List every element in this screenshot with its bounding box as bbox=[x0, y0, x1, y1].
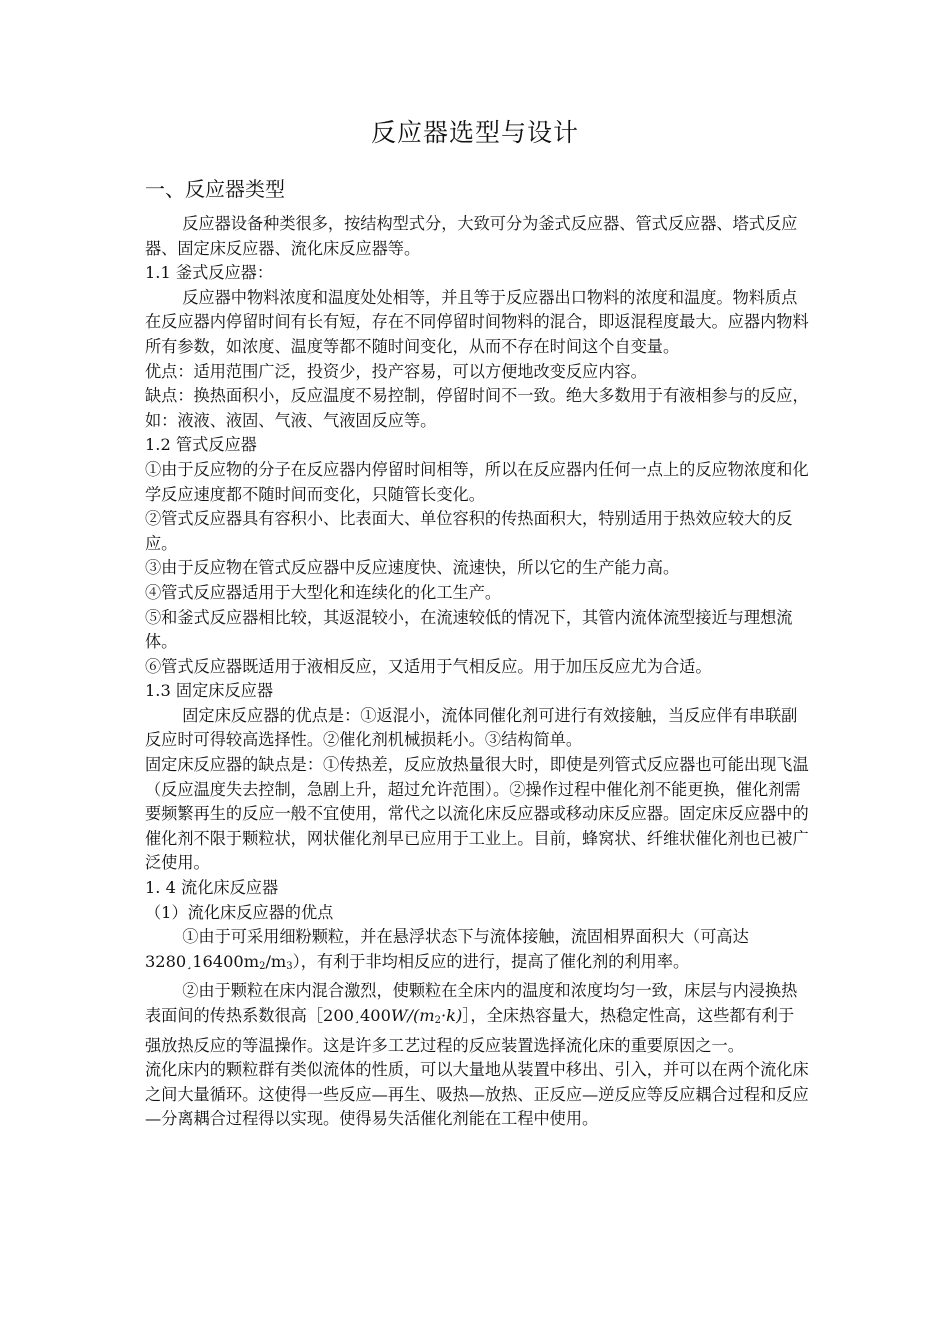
list-item: ②管式反应器具有容积小、比表面大、单位容积的传热面积大，特别适用于热效应较大的反应。 bbox=[145, 509, 793, 553]
paragraph: ②由于颗粒在床内混合激烈，使颗粒在全床内的温度和浓度均匀一致，床层与内浸换热表面间的传热系数很高$[200¸400W/(m_2\cdot k)]$，全床热容量大，热稳定性高，这些都有利于强放热反应的等温操作。这是许多工艺过程的反应装置选择流化床的重要原因之一。 bbox=[145, 981, 798, 1055]
document-body bbox=[145, 212, 810, 1132]
sub-heading: （1）流化床反应器的优点 bbox=[145, 902, 334, 922]
subsection-heading-1-3: 1.3 固定床反应器 bbox=[145, 681, 274, 701]
list-item: ⑥管式反应器既适用于液相反应，又适用于气相反应。用于加压反应尤为合适。 bbox=[145, 656, 712, 676]
paragraph: 优点：适用范围广泛，投资少，投产容易，可以方便地改变反应内容。 bbox=[145, 361, 647, 381]
paragraph: 固定床反应器的优点是：①返混小，流体同催化剂可进行有效接触，当反应伴有串联副反应时可得较高选择性。②催化剂机械损耗小。③结构简单。 bbox=[145, 705, 798, 750]
intro-paragraph: 反应器设备种类很多，按结构型式分，大致可分为釜式反应器、管式反应器、塔式反应器、固定床反应器、流化床反应器等。 bbox=[145, 214, 798, 258]
paragraph: 流化床内的颗粒群有类似流体的性质，可以大量地从装置中移出、引入，并可以在两个流化床之间大量循环。这使得一些反应—再生、吸热—放热、正反应—逆反应等反应耦合过程和反应—分离耦合过程得以实现。使得易失活催化剂能在工程中使用。 bbox=[145, 1060, 809, 1129]
subsection-heading-1-1: 1.1 釜式反应器： bbox=[145, 263, 274, 283]
list-item: ③由于反应物在管式反应器中反应速度快、流速快，所以它的生产能力高。 bbox=[145, 558, 680, 578]
subsection-heading-1-2: 1.2 管式反应器 bbox=[145, 435, 257, 455]
list-item: ①由于反应物的分子在反应器内停留时间相等，所以在反应器内任何一点上的反应物浓度和化学反应速度都不随时间而变化，只随管长变化。 bbox=[145, 459, 809, 504]
list-item: ⑤和釜式反应器相比较，其返混较小，在流速较低的情况下，其管内流体流型接近与理想流体。 bbox=[145, 607, 793, 652]
paragraph: 缺点：换热面积小，反应温度不易控制，停留时间不一致。绝大多数用于有液相参与的反应，如：液液、液固、气液、气液固反应等。 bbox=[145, 386, 809, 430]
paragraph: 反应器中物料浓度和温度处处相等，并且等于反应器出口物料的浓度和温度。物料质点在反应器内停留时间有长有短，存在不同停留时间物料的混合，即返混程度最大。应器内物料所有参数，如浓度、温度等都不随时间变化，从而不存在时间这个自变量。 bbox=[145, 287, 809, 356]
section-heading: 一、反应器类型 bbox=[145, 177, 285, 201]
paragraph: ①由于可采用细粉颗粒，并在悬浮状态下与流体接触，流固相界面积大（可高达$3280¸16400m_2/m_3$），有利于非均相反应的进行，提高了催化剂的利用率。 bbox=[145, 927, 749, 972]
subsection-heading-1-4: 1. 4 流化床反应器 bbox=[145, 878, 279, 898]
page-title: 反应器选型与设计 bbox=[370, 118, 579, 147]
list-item: ④管式反应器适用于大型化和连续化的化工生产。 bbox=[145, 582, 502, 602]
paragraph: 固定床反应器的缺点是：①传热差，反应放热量很大时，即使是列管式反应器也可能出现飞温（反应温度失去控制，急剧上升，超过允许范围）。②操作过程中催化剂不能更换，催化剂需要频繁再生的反应一般不宜使用，常代之以流化床反应器或移动床反应器。固定床反应器中的催化剂不限于颗粒状，网状催化剂早已应用于工业上。目前，蜂窝状、纤维状催化剂也已被广泛使用。 bbox=[145, 755, 809, 873]
